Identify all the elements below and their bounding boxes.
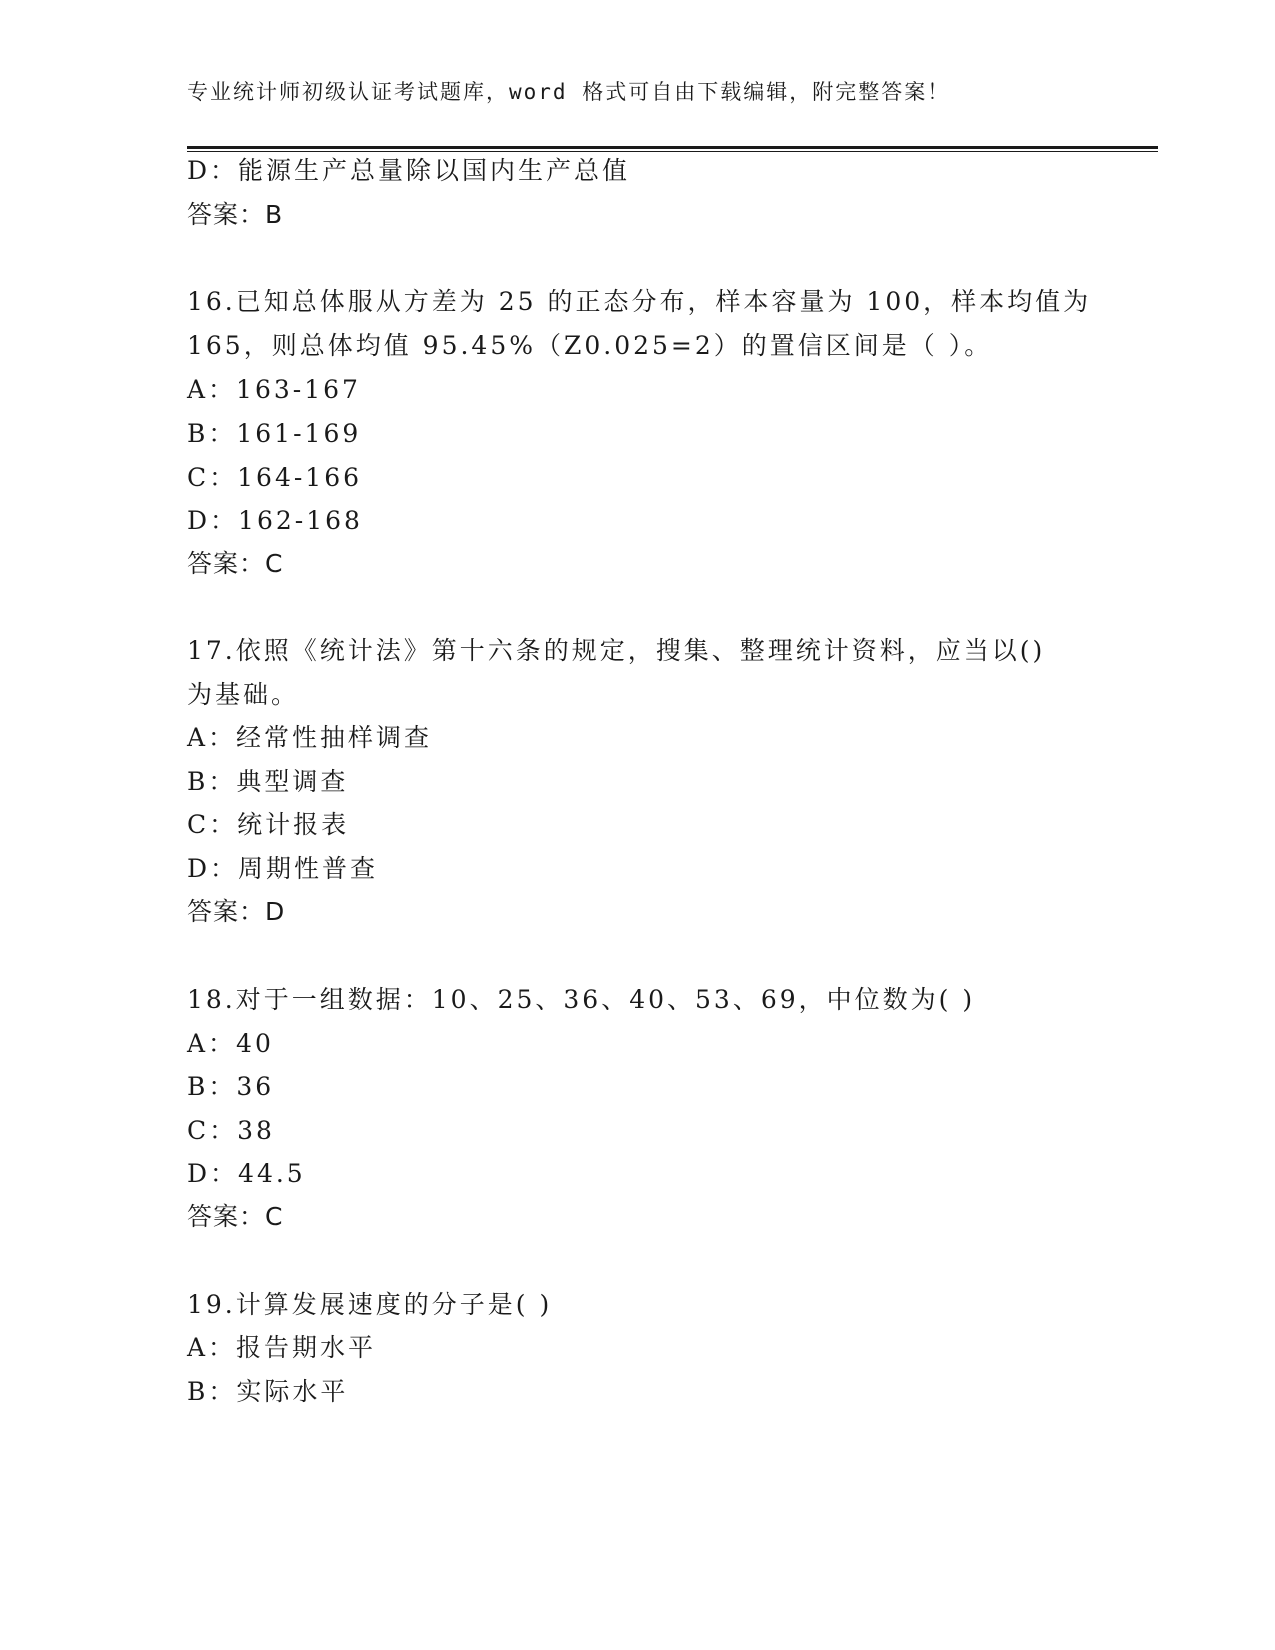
option-d: D：能源生产总量除以国内生产总值 — [187, 156, 631, 185]
option-a: A：163-167 — [187, 375, 361, 404]
option-b: B：161-169 — [187, 419, 362, 448]
option-b: B：36 — [187, 1072, 275, 1101]
option-d: D：44.5 — [187, 1159, 306, 1188]
answer: 答案：C — [187, 549, 284, 578]
header-rule-thick — [187, 146, 1158, 149]
option-a: A：经常性抽样调查 — [187, 723, 433, 752]
answer: 答案：C — [187, 1202, 284, 1231]
option-b: B：典型调查 — [187, 767, 349, 796]
option-c: C：统计报表 — [187, 810, 350, 839]
header-title: 专业统计师初级认证考试题库，word 格式可自由下载编辑，附完整答案！ — [187, 80, 951, 104]
question-stem-line: 18.对于一组数据：10、25、36、40、53、69，中位数为( ) — [187, 985, 976, 1014]
question-stem-line: 19.计算发展速度的分子是( ) — [187, 1290, 553, 1319]
option-d: D：周期性普查 — [187, 854, 379, 883]
question-stem-line: 17.依照《统计法》第十六条的规定，搜集、整理统计资料，应当以() — [187, 636, 1046, 665]
option-a: A：40 — [187, 1029, 274, 1058]
option-c: C：38 — [187, 1116, 275, 1145]
option-d: D：162-168 — [187, 506, 363, 535]
answer: 答案：B — [187, 200, 284, 229]
option-b: B：实际水平 — [187, 1377, 349, 1406]
header-rule-thin — [187, 151, 1158, 152]
answer: 答案：D — [187, 897, 286, 926]
option-a: A：报告期水平 — [187, 1333, 377, 1362]
question-stem-line: 为基础。 — [187, 680, 300, 709]
question-stem-line: 165，则总体均值 95.45%（Z0.025=2）的置信区间是（ ）。 — [187, 331, 993, 360]
option-c: C：164-166 — [187, 463, 363, 492]
question-stem-line: 16.已知总体服从方差为 25 的正态分布，样本容量为 100，样本均值为 — [187, 287, 1092, 316]
